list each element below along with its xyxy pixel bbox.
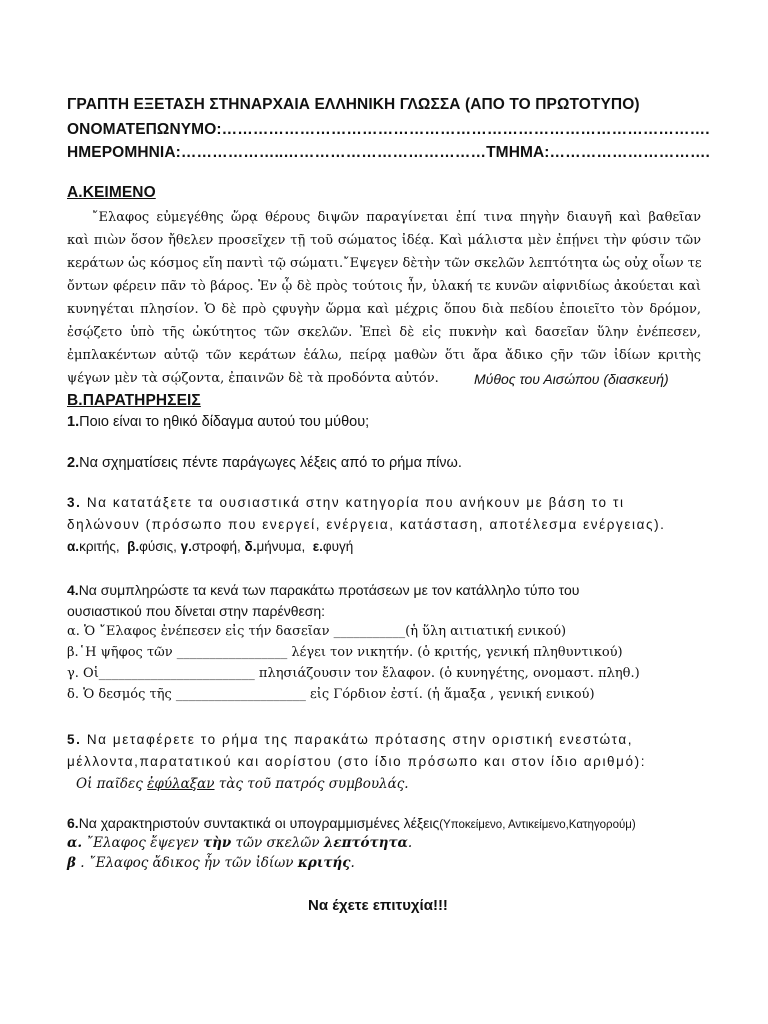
question-4-line1 <box>67 580 579 600</box>
fill-item-c: γ. Οἱ________________________ πλησιάζουσιν τον ἔλαφον. (ὁ κυνηγέτης, ονομαστ. πληθ.) <box>67 666 640 681</box>
item-letter: ε. <box>312 539 323 554</box>
question-5-line1 <box>67 730 633 750</box>
question-number: 1. <box>67 414 80 430</box>
text-line: κεράτων ὡς κόσμος εἴη παντὶ τῷ σώματι.῎Εψεγεν δὲτὴν τῶν σκελῶν λεπτότητα ὡς οὐχ οἷων τε <box>67 256 702 271</box>
question-text: Να σχηματίσεις πέντε παράγωγες λέξεις από το ρήμα πίνω. <box>79 455 462 471</box>
closing-wish: Να έχετε επιτυχία!!! <box>308 897 448 914</box>
item-letter: γ. <box>180 539 192 554</box>
target-word: λεπτότητα <box>323 835 408 851</box>
underlined-verb: ἐφύλαξαν <box>147 776 215 792</box>
question-3-items <box>67 537 353 557</box>
sentence-text: . <box>350 855 355 871</box>
question-2 <box>67 453 462 473</box>
question-6-a <box>67 833 412 853</box>
example-text: τὰς τοῦ πατρός συμβουλάς. <box>214 776 409 792</box>
text-source: Μύθος του Αισώπου (διασκευή) <box>474 371 669 387</box>
question-4-line2: ουσιαστικού που δίνεται στην παρένθεση: <box>67 603 326 619</box>
question-number: 4. <box>67 582 79 598</box>
item-letter: β. <box>127 539 140 554</box>
question-text: Να μεταφέρετε το ρήμα της παρακάτω πρότασης στην οριστική ενεστώτα, <box>81 732 634 747</box>
text-line: ἐμπλακέντων αὐτῷ τῶν κεράτων ἑάλω, πείρᾳ μαθὼν ὅτι ἄρα ἄδικο ςῆν τῶν ἰδίων κριτὴς <box>67 348 701 363</box>
question-5-example <box>76 774 409 794</box>
item-word: κριτής, <box>79 539 120 554</box>
question-5-line2: μέλλοντα,παρατατικού και αορίστου (στο ίδιο πρόσωπο και στον ίδιο αριθμό): <box>67 754 647 769</box>
text-line: ῎Ελαφος εὐμεγέθης ὥρᾳ θέρους διψῶν παραγίνεται ἐπί τινα πηγὴν διαυγῆ καὶ βαθεῖαν <box>92 210 701 225</box>
fill-item-a: α. Ὁ ῎Ελαφος ἐνέπεσεν εἰς τήν δασεῖαν ___________(ἡ ὕλη αιτιατική ενικού) <box>67 624 567 639</box>
text-last-line: ψέγων μὲν τὰ σῴζοντα, ἐπαινῶν δὲ τὰ προδόντα αὐτόν. <box>67 371 439 386</box>
question-1 <box>67 412 369 432</box>
question-text: Να κατατάξετε τα ουσιαστικά στην κατηγορία που ανήκουν με βάση το τι <box>81 495 625 510</box>
question-number: 5. <box>67 732 82 747</box>
name-line: ΟΝΟΜΑΤΕΠΩΝΥΜΟ:…………………………………………………………………………………. <box>67 121 710 138</box>
item-word: φύσις, <box>139 539 177 554</box>
date-class-line: ΗΜΕΡΟΜΗΝΙΑ:………………..…………………………………ΤΜΗΜΑ:…………………………. <box>67 144 710 161</box>
item-letter: α. <box>67 539 80 554</box>
text-line: ὄντων φέρειν πᾶν τὸ βάρος. Ἐν ᾧ δὲ πρὸς τούτοις ἦν, ὑλακή τε κυνῶν αἰφνιδίως ἀκούεται καὶ <box>67 279 701 294</box>
question-6-b <box>67 853 355 873</box>
question-3-line1 <box>67 493 625 513</box>
question-number: 2. <box>67 455 80 471</box>
target-word: κριτής <box>297 855 351 871</box>
section-b-heading: Β.ΠΑΡΑΤΗΡΗΣΕΙΣ <box>67 392 201 409</box>
text-line: ἐσῴζετο ὑπὸ τῆς ὠκύτητος τῶν σκελῶν. Ἐπεὶ δὲ εἰς πυκνὴν καὶ δασεῖαν ὕλην ἐνέπεσεν, <box>67 325 701 340</box>
fill-item-d: δ. Ὁ δεσμός τῆς ____________________ εἰς Γόρδιον ἐστί. (ἡ ἅμαξα , γενική ενικού) <box>67 687 595 702</box>
target-word: τὴν <box>202 835 232 851</box>
sentence-text: . ῎Ελαφος ἄδικος ἦν τῶν ἰδίων <box>75 855 298 871</box>
item-word: στροφή, <box>191 539 241 554</box>
question-text: Ποιο είναι το ηθικό δίδαγμα αυτού του μύθου; <box>79 414 370 430</box>
item-letter: α. <box>67 835 83 851</box>
text-line: κυνηγέται πλησίον. Ὁ δὲ πρὸ ςφυγὴν ὥρμα καὶ μέχρις ὅπου διὰ πεδίου ἐποιεῖτο τὸν δρόμον, <box>67 302 701 317</box>
question-6 <box>67 813 636 835</box>
sentence-text: . <box>407 835 413 851</box>
question-number: 3. <box>67 495 82 510</box>
item-letter: δ. <box>244 539 257 554</box>
sentence-text: τῶν σκελῶν <box>231 835 324 851</box>
item-letter: β <box>67 855 76 871</box>
question-3-line2: δηλώνουν (πρόσωπο που ενεργεί, ενέργεια, κατάσταση, αποτέλεσμα ενέργειας). <box>67 517 666 532</box>
section-a-heading: Α.ΚΕΙΜΕΝΟ <box>67 184 156 201</box>
fill-item-b: β.῾Η ψῆφος τῶν _________________ λέγει τον νικητήν. (ὁ κριτής, γενική πληθυντικού) <box>67 645 623 660</box>
text-line: καὶ πιὼν ὅσον ἤθελεν προσεῖχεν τῇ τοῦ σώματος ἰδέᾳ. Καὶ μάλιστα μὲν ἐπῄνει τὴν φύσιν τῶν <box>67 233 701 248</box>
question-text: Να χαρακτηριστούν συντακτικά οι υπογραμμισμένες λέξεις <box>78 815 440 831</box>
example-text: Οἱ παῖδες <box>76 776 148 792</box>
exam-title: ΓΡΑΠΤΗ ΕΞΕΤΑΣΗ ΣΤΗΝΑΡΧΑΙΑ ΕΛΛΗΝΙΚΗ ΓΛΩΣΣΑ (ΑΠΟ ΤΟ ΠΡΩΤΟΤΥΠΟ) <box>67 96 640 113</box>
sentence-text: ῎Ελαφος ἔψεγεν <box>82 835 203 851</box>
item-word: μήνυμα, <box>256 539 306 554</box>
question-note: (Υποκείμενο, Αντικείμενο,Κατηγορούμ) <box>439 819 636 831</box>
question-number: 6. <box>67 815 79 831</box>
item-word: φυγή <box>322 539 354 554</box>
question-text: Να συμπληρώστε τα κενά των παρακάτω προτάσεων με τον κατάλληλο τύπο του <box>78 582 580 598</box>
